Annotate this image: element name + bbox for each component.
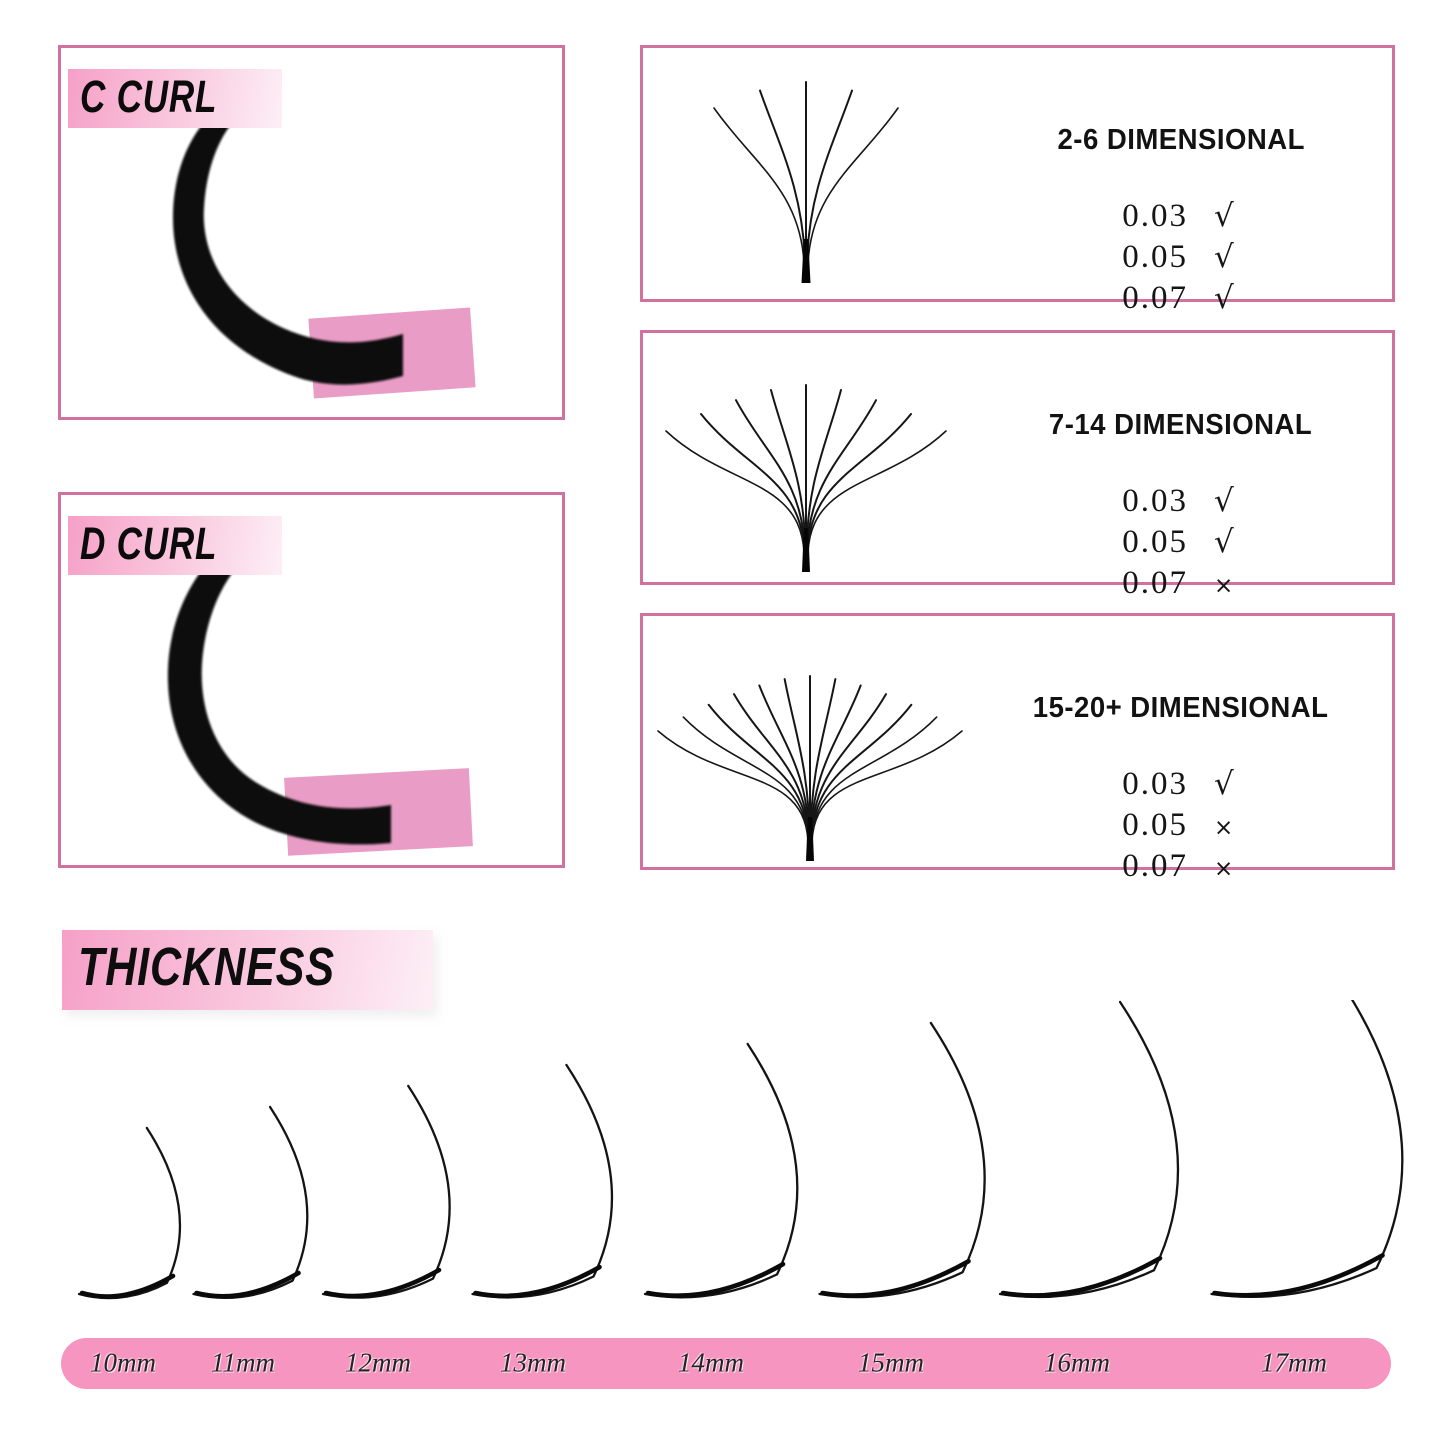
spec-rows	[1104, 766, 1258, 889]
length-label-16mm: 16mm	[1044, 1346, 1110, 1377]
thickness-value: 0.07	[1122, 848, 1188, 884]
length-lash	[645, 1044, 797, 1297]
dimension-card-2-6-text	[988, 48, 1374, 316]
thickness-value: 0.07	[1122, 565, 1188, 601]
length-label-10mm: 10mm	[90, 1346, 156, 1377]
thickness-value: 0.07	[1122, 280, 1188, 316]
length-label-11mm: 11mm	[211, 1346, 275, 1377]
thickness-value: 0.05	[1122, 524, 1188, 560]
dimension-card-15-20	[640, 613, 1395, 884]
spec-row	[1104, 848, 1258, 889]
fan-lash	[709, 705, 809, 841]
cross-mark: ×	[1214, 573, 1234, 599]
fan-lash	[736, 400, 805, 552]
length-lash	[1212, 1000, 1403, 1297]
thickness-header	[62, 930, 433, 1010]
fan-lash	[734, 694, 809, 841]
length-lash	[1000, 1002, 1178, 1297]
fan-lash	[811, 694, 886, 841]
length-lash	[194, 1107, 308, 1298]
dimension-title: 7-14 DIMENSIONAL	[1049, 409, 1313, 441]
dimension-card-7-14	[640, 330, 1395, 601]
fan-lash	[812, 717, 937, 841]
length-lash	[79, 1128, 180, 1298]
d-curl-label-text: D CURL	[80, 518, 218, 569]
fan-lash	[808, 108, 898, 263]
fan-lash	[714, 108, 804, 263]
spec-row	[1104, 483, 1258, 524]
d-curl-label	[68, 516, 282, 575]
thickness-header-text: THICKNESS	[78, 937, 335, 997]
lash-fan-13	[643, 616, 1043, 873]
thickness-value: 0.05	[1122, 807, 1188, 843]
dimension-title: 15-20+ DIMENSIONAL	[1033, 692, 1329, 724]
curl-card-d	[58, 492, 565, 868]
dimension-card-7-14-text	[988, 333, 1374, 601]
c-curl-label	[68, 69, 282, 128]
length-label-13mm: 13mm	[500, 1346, 566, 1377]
length-bar	[61, 1338, 1391, 1389]
length-lash	[323, 1086, 450, 1298]
cross-mark: ×	[1214, 856, 1234, 882]
fan-lash	[807, 400, 876, 552]
length-lash	[473, 1065, 612, 1297]
spec-row	[1104, 807, 1258, 848]
spec-row	[1104, 280, 1258, 321]
cross-mark: ×	[1214, 815, 1234, 841]
check-mark: √	[1214, 280, 1234, 316]
check-mark: √	[1214, 483, 1234, 519]
spec-row	[1104, 239, 1258, 280]
fan-lash	[683, 717, 808, 841]
check-mark: √	[1214, 198, 1234, 234]
fan-lash	[811, 705, 911, 841]
spec-rows	[1104, 483, 1258, 606]
length-lash-row	[40, 1000, 1430, 1340]
check-mark: √	[1214, 766, 1234, 802]
length-label-15mm: 15mm	[858, 1346, 924, 1377]
thickness-value: 0.05	[1122, 239, 1188, 275]
spec-row	[1104, 524, 1258, 565]
spec-row	[1104, 565, 1258, 606]
length-label-14mm: 14mm	[678, 1346, 744, 1377]
thickness-value: 0.03	[1122, 483, 1188, 519]
dimension-card-2-6	[640, 45, 1395, 316]
dimension-card-15-20-text	[988, 616, 1374, 884]
length-label-12mm: 12mm	[345, 1346, 411, 1377]
spec-row	[1104, 198, 1258, 239]
check-mark: √	[1214, 524, 1234, 560]
dimension-title: 2-6 DIMENSIONAL	[1057, 124, 1305, 156]
check-mark: √	[1214, 239, 1234, 275]
length-label-17mm: 17mm	[1261, 1346, 1327, 1377]
length-lash	[820, 1023, 985, 1297]
c-curl-label-text: C CURL	[80, 71, 218, 122]
fan-lash	[807, 91, 852, 263]
fan-lash	[658, 731, 808, 841]
lash-fan-9	[643, 333, 1043, 588]
spec-row	[1104, 766, 1258, 807]
curl-card-c	[58, 45, 565, 420]
thickness-value: 0.03	[1122, 766, 1188, 802]
fan-lash	[812, 731, 962, 841]
fan-lash	[760, 91, 805, 263]
lash-fan-5	[643, 48, 1043, 305]
thickness-value: 0.03	[1122, 198, 1188, 234]
spec-rows	[1104, 198, 1258, 321]
